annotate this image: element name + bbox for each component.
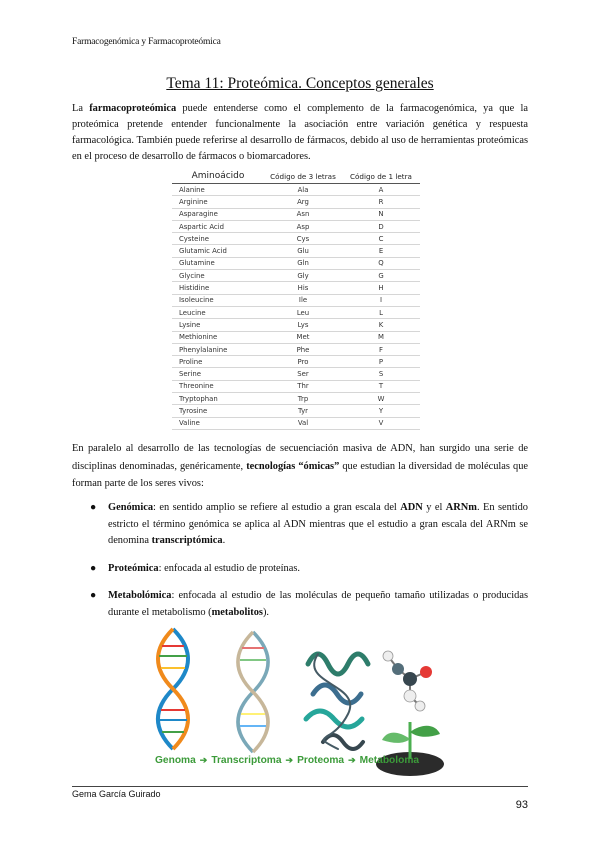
arrow-right-icon: ➔ [348,755,356,765]
table-row [172,368,420,380]
table-row [172,184,420,196]
table-cell: Methionine [172,331,264,343]
running-header: Farmacogenómica y Farmacoproteómica [72,37,221,47]
caption-genoma: Genoma [155,755,196,766]
table-cell: S [342,368,420,380]
table-cell: Thr [264,380,342,392]
table-cell: Glutamine [172,257,264,269]
table-row [172,356,420,368]
intro-paragraph: La farmacoproteómica puede entenderse como el complemento de la farmacogenómica, ya que la proteómica pretende entender funcionalmente la asociación entre variación genética y respuesta farmacológica. También puede referirse al desarrollo de fármacos, debido al uso de herramientas proteómicas en el proceso de desarrollo de fármacos o biomarcadores. [72,103,528,162]
omics-list [90,500,528,632]
caption-metaboloma: Metaboloma [359,755,420,766]
table-cell: Proline [172,356,264,368]
term-tecnologias-omicas: tecnologías “ómicas” [246,460,340,472]
table-cell: Lysine [172,319,264,331]
list-item-metabolomica: ● Metabolómica: enfocada al estudio de las moléculas de pequeño tamaño utilizadas o producidas durante el metabolismo (metabolitos). [90,590,528,618]
table-cell: Threonine [172,380,264,392]
table-row [172,319,420,331]
table-cell: P [342,356,420,368]
table-cell: Lys [264,319,342,331]
table-row [172,405,420,417]
table-row [172,393,420,405]
dna-helix-icon [158,629,188,749]
table-cell: Phe [264,343,342,355]
table-cell: E [342,245,420,257]
table-cell: F [342,343,420,355]
table-cell: His [264,282,342,294]
table-cell: Ser [264,368,342,380]
arrow-right-icon: ➔ [285,755,294,765]
table-cell: Glutamic Acid [172,245,264,257]
omics-illustration [148,624,448,776]
page-number: 93 [515,799,528,811]
caption-transcriptoma: Transcriptoma [211,755,282,766]
table-cell: Tyrosine [172,405,264,417]
list-item-proteomica: ● Proteómica: enfocada al estudio de proteínas. [90,561,528,578]
table-cell: K [342,319,420,331]
table-cell: L [342,306,420,318]
table-row [172,245,420,257]
table-cell: Histidine [172,282,264,294]
rna-helix-icon [238,632,268,752]
table-row [172,294,420,306]
table-row [172,196,420,208]
omics-intro-paragraph: En paralelo al desarrollo de las tecnologías de secuenciación masiva de ADN, han surgido una serie de disciplinas denominadas, genéricamente, tecnologías “ómicas” que estudian la diversidad de moléculas que forman parte de los seres vivos: [72,443,528,489]
table-cell: Pro [264,356,342,368]
table-row [172,282,420,294]
table-row [172,306,420,318]
table-cell: Q [342,257,420,269]
col-header-aminoacido: Aminoácido [172,169,264,184]
table-row [172,233,420,245]
term-farmacoproteomica: farmacoproteómica [89,103,177,114]
table-cell: Leu [264,306,342,318]
table-row [172,257,420,269]
bullet-icon: ● [90,590,97,601]
col-header-3-letter: Código de 3 letras [264,169,342,184]
table-cell: H [342,282,420,294]
table-cell: W [342,393,420,405]
table-cell: V [342,417,420,429]
table-cell: Ala [264,184,342,196]
table-cell: Tyr [264,405,342,417]
protein-structure-icon [306,654,368,749]
figure-caption [155,755,455,766]
table-cell: Cysteine [172,233,264,245]
table-cell: Arg [264,196,342,208]
table-row [172,270,420,282]
table-cell: Asp [264,220,342,232]
table-cell: Glu [264,245,342,257]
table-cell: Val [264,417,342,429]
table-cell: N [342,208,420,220]
arrow-right-icon: ➔ [199,755,208,765]
bullet-icon: ● [90,562,97,574]
table-cell: T [342,380,420,392]
table-cell: Met [264,331,342,343]
table-cell: I [342,294,420,306]
col-header-1-letter: Código de 1 letra [342,169,420,184]
table-cell: Aspartic Acid [172,220,264,232]
table-cell: Valine [172,417,264,429]
table-row [172,208,420,220]
table-cell: M [342,331,420,343]
table-cell: Gly [264,270,342,282]
table-row [172,380,420,392]
table-cell: Leucine [172,306,264,318]
table-cell: Glycine [172,270,264,282]
table-cell: Alanine [172,184,264,196]
table-cell: Asn [264,208,342,220]
table-cell: R [342,196,420,208]
table-cell: Phenylalanine [172,343,264,355]
table-row [172,331,420,343]
table-header-row [172,169,420,184]
list-item-genomica: ● Genómica: en sentido amplio se refiere al estudio a gran escala del ADN y el ARNm. En sentido estricto el término genómica se aplica al ADN mientras que el estudio a gran escala del ARNm se denomina transcriptómica. [90,502,528,546]
caption-proteoma: Proteoma [297,755,345,766]
table-cell: Y [342,405,420,417]
table-cell: Ile [264,294,342,306]
table-cell: Tryptophan [172,393,264,405]
amino-acid-table [172,169,420,430]
table-row [172,343,420,355]
table-cell: Serine [172,368,264,380]
table-cell: Cys [264,233,342,245]
table-cell: Gln [264,257,342,269]
footer-divider [72,786,528,787]
table-cell: Isoleucine [172,294,264,306]
table-cell: C [342,233,420,245]
bullet-icon: ● [90,502,97,513]
table-cell: D [342,220,420,232]
table-row [172,417,420,429]
page-title: Tema 11: Proteómica. Conceptos generales [166,75,434,92]
table-cell: G [342,270,420,282]
footer-author: Gema García Guirado [72,789,161,799]
table-cell: Arginine [172,196,264,208]
table-cell: Asparagine [172,208,264,220]
table-cell: Trp [264,393,342,405]
table-cell: A [342,184,420,196]
table-row [172,220,420,232]
